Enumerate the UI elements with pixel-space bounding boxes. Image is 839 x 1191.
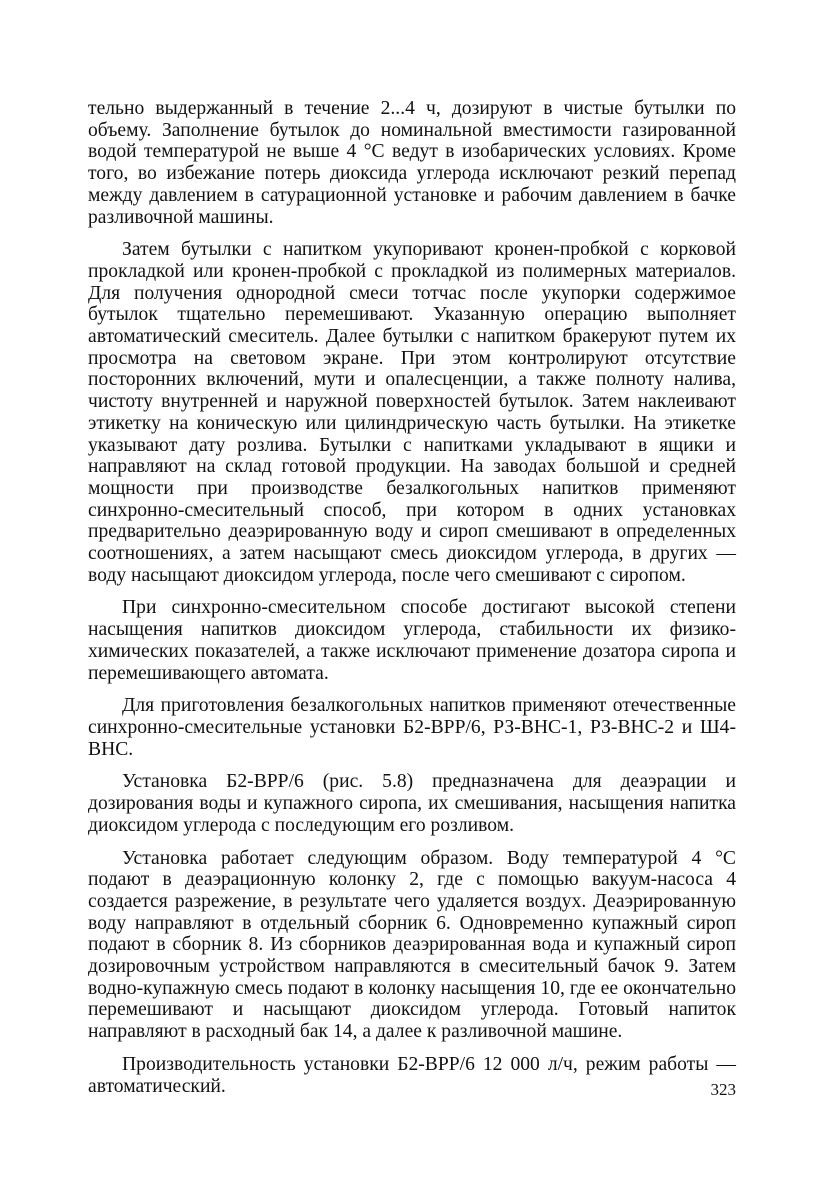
paragraph-bottling: Затем бутылки с напитком укупоривают кронен-пробкой с корковой прокладкой или кронен-пробкой с прокладкой из полимерных материалов. Для получения однородной смеси тотчас после укупорки содержимое бутылок тщательно перемешивают. Указанную операцию выполняет автоматический смеситель. Далее бутылки с напитком бракеруют путем их просмотра на световом экране. При этом контролируют отсутствие посторонних включений, мути и опалесценции, а также полноту налива, чистоту внутренней и наружной поверхностей бутылок. Затем наклеивают этикетку на коническую или цилиндрическую часть бутылки. На этикетке указывают дату розлива. Бутылки с напитками укладывают в ящики и направляют на склад готовой продукции. На заводах большой и средней мощности при производстве безалкогольных напитков применяют синхронно-смесительный способ, при котором в одних установках предварительно деаэрированную воду и сироп смешивают в определенных соотношениях, а затем насыщают смесь диоксидом углерода, в других — воду насыщают диоксидом углерода, после чего смешивают с сиропом. bbox=[88, 239, 736, 586]
paragraph-synchronous-method: При синхронно-смесительном способе достигают высокой степени насыщения напитков диоксидом углерода, стабильности их физико-химических показателей, а также исключают применение дозатора сиропа и перемешивающего автомата. bbox=[88, 597, 736, 684]
page-body bbox=[88, 98, 736, 1108]
paragraph-continuation: тельно выдержанный в течение 2...4 ч, дозируют в чистые бутылки по объему. Заполнение бутылок до номинальной вместимости газированной водой температурой не выше 4 °С ведут в изобарических условиях. Кроме того, во избежание потерь диоксида углерода исключают резкий перепад между давлением в сатурационной установке и рабочим давлением в бачке разливочной машины. bbox=[88, 98, 736, 228]
paragraph-productivity: Производительность установки Б2-ВРР/6 12 000 л/ч, режим работы — автоматический. bbox=[88, 1053, 736, 1097]
paragraph-operation: Установка работает следующим образом. Воду температурой 4 °С подают в деаэрационную колонку 2, где с помощью вакуум-насоса 4 создается разрежение, в результате чего удаляется воздух. Деаэрированную воду направляют в отдельный сборник 6. Одновременно купажный сироп подают в сборник 8. Из сборников деаэрированная вода и купажный сироп дозировочным устройством направляются в смесительный бачок 9. Затем водно-купажную смесь подают в колонку насыщения 10, где ее окончательно перемешивают и насыщают диоксидом углерода. Готовый напиток направляют в расходный бак 14, а далее к разливочной машине. bbox=[88, 847, 736, 1043]
page-number: 323 bbox=[710, 1080, 736, 1099]
paragraph-installations: Для приготовления безалкогольных напитков применяют отечественные синхронно-смесительные установки Б2-ВРР/6, РЗ-ВНС-1, РЗ-ВНС-2 и Ш4-ВНС. bbox=[88, 695, 736, 760]
paragraph-b2-purpose: Установка Б2-ВРР/6 (рис. 5.8) предназначена для деаэрации и дозирования воды и купажного сиропа, их смешивания, насыщения напитка диоксидом углерода с последующим его розливом. bbox=[88, 771, 736, 836]
